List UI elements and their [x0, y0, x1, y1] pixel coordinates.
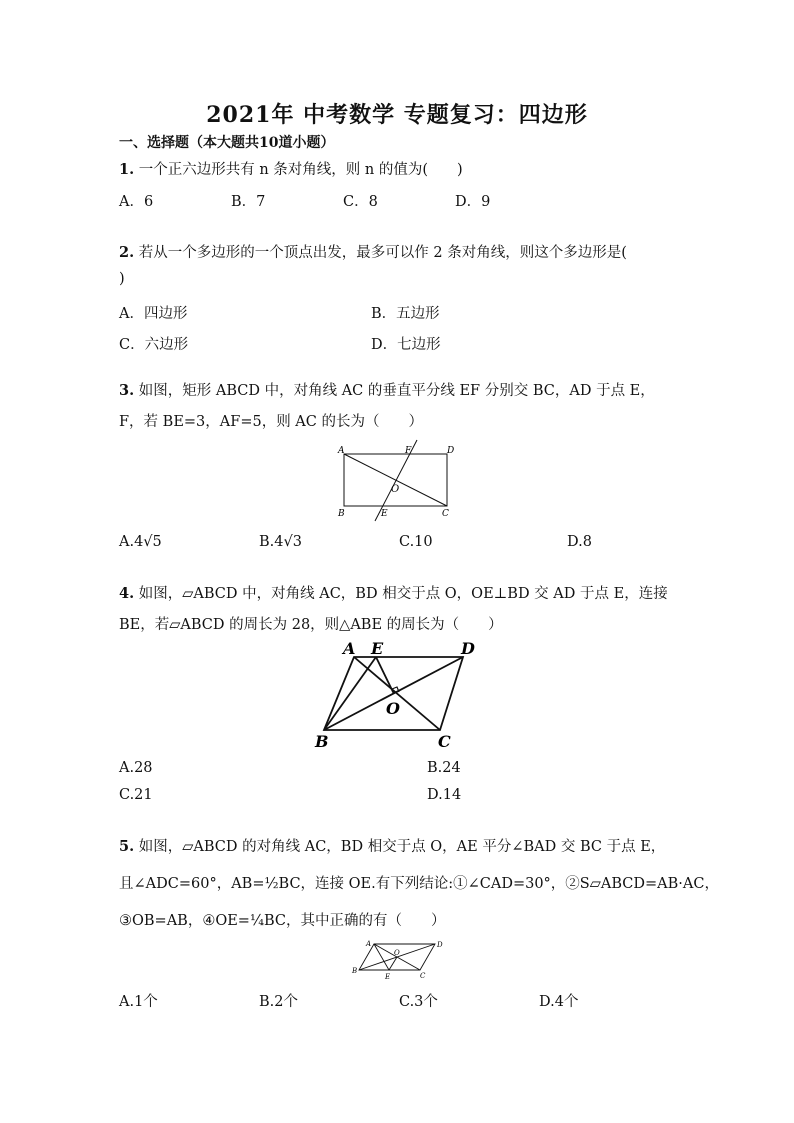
label-e: E [371, 639, 384, 658]
label-d: D [437, 941, 443, 949]
question-text: 如图，矩形 ABCD 中，对角线 AC 的垂直平分线 EF 分别交 BC，AD 于点 E， [138, 383, 655, 399]
question-2 [119, 241, 627, 262]
option-c: C．8 [343, 194, 378, 210]
option-c: C．六边形 [119, 337, 189, 353]
option-a: A．6 [119, 194, 154, 210]
option-a: A.1个 [119, 994, 158, 1010]
question-text: 一个正六边形共有 n 条对角线，则 n 的值为( ) [138, 162, 463, 178]
option-c: C.3个 [399, 994, 438, 1010]
label-d: D [447, 446, 455, 456]
label-a: A [338, 446, 345, 456]
question-number: 1. [119, 161, 135, 178]
question-number: 4. [119, 585, 135, 602]
label-c: C [442, 509, 449, 519]
option-d: D．9 [455, 194, 491, 210]
question-text-cont: ) [119, 271, 125, 287]
option-d: D．七边形 [371, 337, 441, 353]
question-text-cont: F，若 BE=3，AF=5，则 AC 的长为（ ） [119, 414, 423, 430]
label-o: O [386, 699, 400, 718]
rectangle-figure [335, 438, 460, 523]
option-b: B．7 [231, 194, 266, 210]
question-text: 如图，▱ABCD 的对角线 AC，BD 相交于点 O，AE 平分∠BAD 交 BC 于点 E， [138, 839, 666, 855]
label-d: D [461, 639, 475, 658]
label-b: B [338, 509, 345, 519]
option-a: A．四边形 [119, 306, 188, 322]
question-text-cont: 且∠ADC=60°，AB=½BC，连接 OE.有下列结论:①∠CAD=30°，②S▱ABCD=AB·AC， [119, 876, 719, 892]
parallelogram-small-figure [350, 938, 446, 986]
option-b: B.4√3 [259, 534, 302, 550]
label-a: A [343, 639, 356, 658]
label-e: E [381, 509, 388, 519]
question-text: 若从一个多边形的一个顶点出发，最多可以作 2 条对角线，则这个多边形是( [138, 245, 627, 261]
question-text-cont: ③OB=AB，④OE=¼BC，其中正确的有（ ） [119, 913, 446, 929]
option-d: D.4个 [539, 994, 579, 1010]
option-d: D.8 [567, 534, 592, 550]
label-o: O [391, 484, 400, 495]
question-text-cont: BE，若▱ABCD 的周长为 28，则△ABE 的周长为（ ） [119, 617, 503, 633]
question-3 [119, 379, 655, 400]
option-d: D.14 [427, 787, 462, 803]
option-b: B.2个 [259, 994, 298, 1010]
label-b: B [352, 967, 358, 975]
page-title: 2021年 中考数学 专题复习：四边形 [206, 102, 588, 128]
option-a: A.4√5 [119, 534, 162, 550]
option-a: A.28 [119, 760, 153, 776]
section-heading: 一、选择题（本大题共10道小题） [119, 135, 335, 151]
option-c: C.21 [119, 787, 153, 803]
label-a: A [366, 940, 372, 948]
question-1 [119, 158, 463, 179]
label-e: E [385, 973, 391, 981]
question-text: 如图，▱ABCD 中，对角线 AC，BD 相交于点 O，OE⊥BD 交 AD 于点 E，连接 [138, 586, 668, 602]
label-o: O [394, 949, 400, 957]
question-number: 5. [119, 838, 135, 855]
label-c: C [438, 732, 451, 751]
label-f: F [405, 446, 412, 456]
question-5 [119, 835, 665, 856]
label-c: C [420, 972, 426, 980]
label-b: B [315, 732, 329, 751]
question-number: 2. [119, 244, 135, 261]
option-b: B．五边形 [371, 306, 440, 322]
option-c: C.10 [399, 534, 433, 550]
question-4 [119, 582, 668, 603]
question-number: 3. [119, 382, 135, 399]
option-b: B.24 [427, 760, 461, 776]
parallelogram-figure [310, 638, 485, 753]
